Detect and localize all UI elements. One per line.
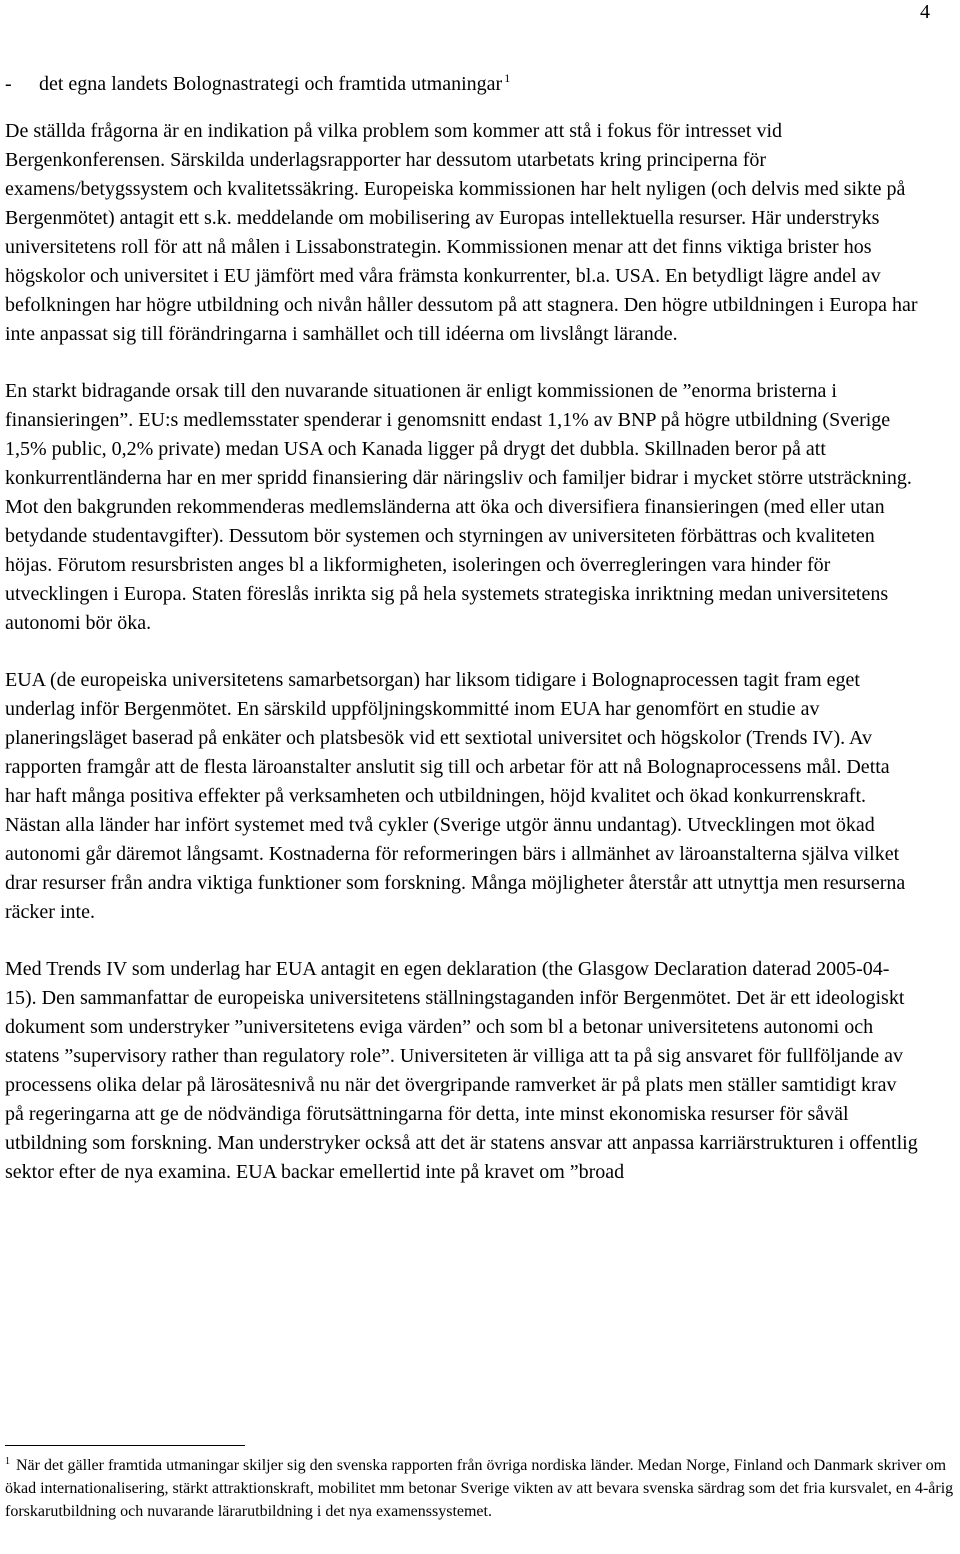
footnote-number: 1 xyxy=(5,1455,10,1467)
paragraph-4: Med Trends IV som underlag har EUA antagit en egen deklaration (the Glasgow Declaration daterad 2005-04-15). Den sammanfattar de europeiska universitetens ställningstaganden inför Bergenmötet. Det är ett ideologiskt dokument som understryker ”universitetens eviga värden” och som bl a betonar universitetens autonomi och statens ”supervisory rather than regulatory role”. Universiteten är villiga att ta på sig ansvaret för fullföljande av processens olika delar på lärosätesnivå nu när det övergripande ramverket är på plats men ställer samtidigt krav på regeringarna att ge de nödvändiga förutsättningarna för detta, inte minst ekonomiska resurser för såväl utbildning som forskning. Man understryker också att det är statens ansvar att anpassa karriärstrukturen i offentlig sektor efter de nya examina. EUA backar emellertid inte på kravet om ”broad xyxy=(5,958,918,1183)
footnote-reference: 1 xyxy=(504,71,511,86)
paragraph-2: En starkt bidragande orsak till den nuvarande situationen är enligt kommissionen de ”enorma bristerna i finansieringen”. EU:s medlemsstater spenderar i genomsnitt endast 1,1% av BNP på högre utbildning (Sverige 1,5% public, 0,2% private) medan USA och Kanada ligger på drygt det dubbla. Skillnaden beror på att konkurrentländerna har en mer spridd finansiering där näringsliv och familjer bidrar i mycket större utsträckning. Mot den bakgrunden rekommenderas medlemsländerna att öka och diversifiera finansieringen (med eller utan betydande studentavgifter). Dessutom bör systemen och styrningen av universiteten förbättras och kvaliteten höjas. Förutom resursbristen anges bl a likformigheten, isoleringen och överregleringen vara hinder för utvecklingen i Europa. Staten föreslås inrikta sig på hela systemets strategiska inriktning medan universitetens autonomi bör öka. xyxy=(5,380,912,634)
bullet-dash: - xyxy=(5,73,12,95)
paragraph-1: De ställda frågorna är en indikation på vilka problem som kommer att stå i fokus för intresset vid Bergenkonferensen. Särskilda underlagsrapporter har dessutom utarbetats kring principerna för examens/betygssystem och kvalitetssäkring. Europeiska kommissionen har helt nyligen (och delvis med sikte på Bergenmötet) antagit ett s.k. meddelande om mobilisering av Europas intellektuella resurser. Här understryks universitetens roll för att nå målen i Lissabonstrategin. Kommissionen menar att det finns viktiga brister hos högskolor och universitet i EU jämfört med våra främsta konkurrenter, bl.a. USA. En betydligt lägre andel av befolkningen har högre utbildning och nivån håller dessutom på att stagnera. Den högre utbildningen i Europa har inte anpassat sig till förändringarna i samhället och till idéerna om livslångt lärande. xyxy=(5,120,918,345)
document-body xyxy=(5,70,920,1215)
footnote-area xyxy=(5,1445,955,1523)
page-number: 4 xyxy=(920,1,930,23)
paragraph-3: EUA (de europeiska universitetens samarbetsorgan) har liksom tidigare i Bolognaprocessen tagit fram eget underlag inför Bergenmötet. En särskild uppföljningskommitté inom EUA har genomfört en studie av planeringsläget baserad på enkäter och platsbesök vid ett sextiotal universitet och högskolor (Trends IV). Av rapporten framgår att de flesta läroanstalter anslutit sig till och arbetar för att nå Bolognaprocessens mål. Detta har haft många positiva effekter på verksamheten och utbildningen, höjd kvalitet och ökad konkurrenskraft. Nästan alla länder har infört systemet med två cykler (Sverige utgör ännu undantag). Utvecklingen mot ökad autonomi går däremot långsamt. Kostnaderna för reformeringen bärs i allmänhet av läroanstalterna själva vilket drar resurser från andra viktiga funktioner som forskning. Många möjligheter återstår att utnyttja men resurserna räcker inte. xyxy=(5,669,906,923)
bullet-text: det egna landets Bolognastrategi och framtida utmaningar xyxy=(39,73,503,95)
footnote xyxy=(5,1454,955,1523)
bullet-item xyxy=(5,70,920,99)
bullet-text-wrap xyxy=(39,70,510,99)
footnote-text: När det gäller framtida utmaningar skiljer sig den svenska rapporten från övriga nordiska länder. Medan Norge, Finland och Danmark skriver om ökad internationalisering, stärkt attraktionskraft, mobilitet mm betonar Sverige vikten av att bevara svenska särdrag som det fria kursvalet, en 4-årig forskarutbildning och nuvarande lärarutbildning i det nya examenssystemet. xyxy=(5,1457,954,1520)
footnote-separator xyxy=(5,1445,245,1446)
